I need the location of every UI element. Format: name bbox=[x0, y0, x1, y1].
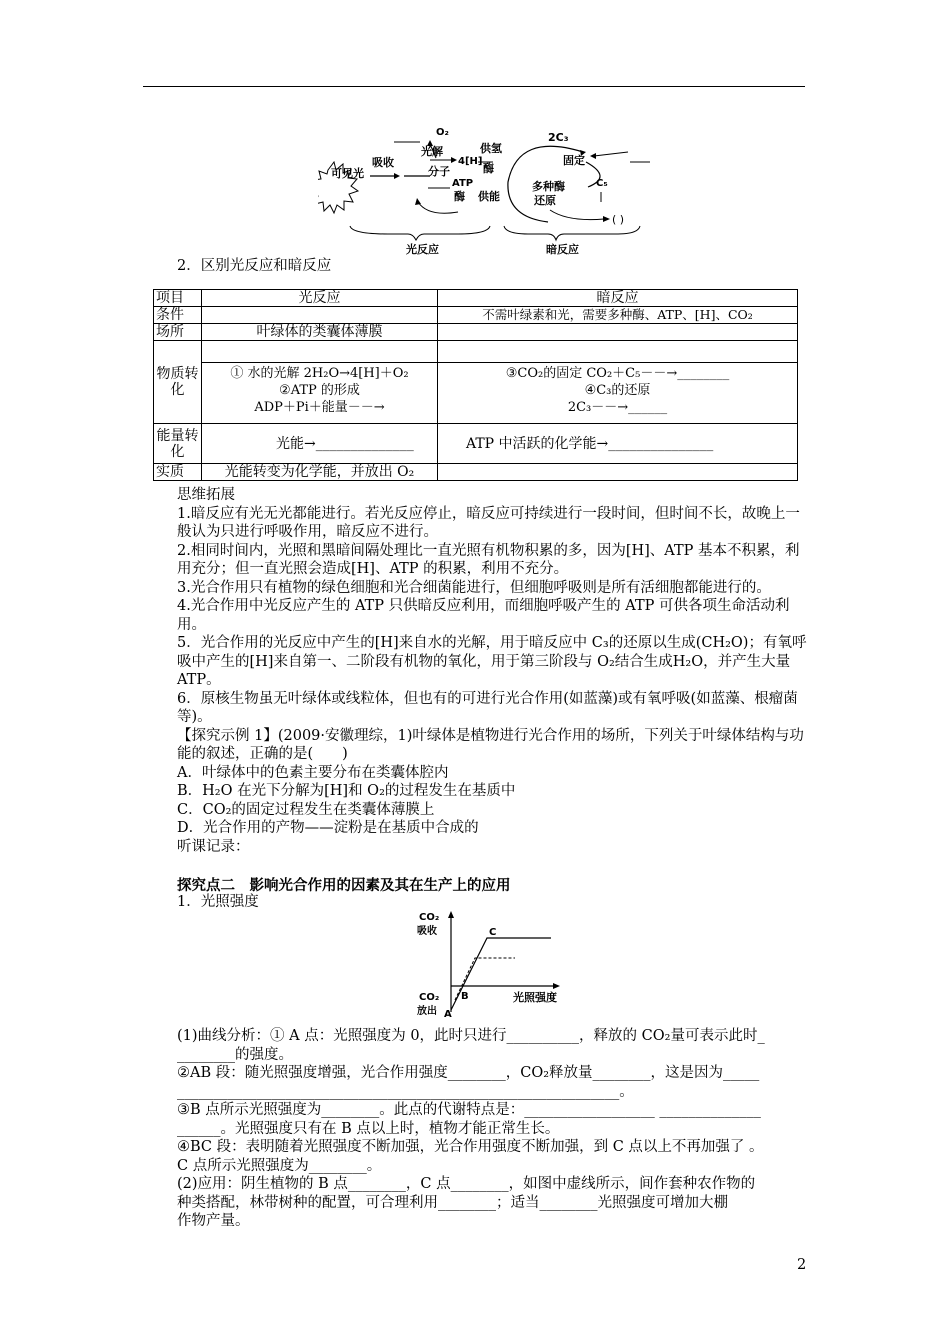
table-cell: 叶绿体的类囊体薄膜 bbox=[202, 324, 438, 341]
table-header: 暗反应 bbox=[438, 290, 798, 307]
option-b: B．H₂O 在光下分解为[H]和 O₂的过程发生在基质中 bbox=[177, 783, 516, 799]
table-cell: 条件 bbox=[154, 307, 202, 324]
c3-label: 2C₃ bbox=[548, 131, 569, 144]
o2-label: O₂ bbox=[436, 127, 449, 138]
point-b: B bbox=[461, 991, 469, 1002]
analysis-line: ④BC 段：表明随着光照强度不断加强，光合作用强度不断加强，到 C 点以上不再加强了 。 bbox=[177, 1139, 764, 1155]
option-d: D．光合作用的产物——淀粉是在基质中合成的 bbox=[177, 820, 479, 836]
enzyme-label-1: 酶 bbox=[483, 162, 494, 175]
h4-label: 4[H] bbox=[458, 156, 483, 167]
table-cell bbox=[202, 341, 438, 424]
table-cell bbox=[438, 324, 798, 341]
c5-label: C₅ bbox=[596, 178, 608, 189]
product-blank: ( ) bbox=[612, 213, 625, 226]
analysis-line: _____________________________________________________________。 bbox=[177, 1083, 634, 1100]
table-cell bbox=[202, 307, 438, 324]
light-reaction-matter bbox=[202, 363, 437, 418]
enzymes-label: 多种酶 bbox=[532, 180, 565, 193]
light-intensity-graph bbox=[415, 908, 575, 1020]
atp-equation: ADP＋Pi＋能量－－→ bbox=[254, 399, 385, 415]
c3-equation: 2C₃－－→______ bbox=[567, 399, 668, 415]
table-cell bbox=[438, 464, 798, 481]
table-cell: 光能→______________ bbox=[202, 424, 438, 464]
dark-reaction-matter bbox=[438, 363, 797, 418]
thinking-point: 6．原核生物虽无叶绿体或线粒体，但也有的可进行光合作用(如蓝藻)或有氧呼吸(如蓝藻、根瘤菌等)。 bbox=[177, 690, 798, 725]
table-cell: 不需叶绿素和光，需要多种酶、ATP、[H]、CO₂ bbox=[438, 307, 798, 324]
visible-light-label: 可见光 bbox=[331, 167, 364, 180]
enzyme-label-2: 酶 bbox=[454, 190, 465, 203]
page-number: 2 bbox=[797, 1257, 807, 1273]
table-cell bbox=[438, 341, 798, 424]
thinking-point: 4.光合作用中光反应产生的 ATP 只供暗反应利用，而细胞呼吸产生的 ATP 可供各项生命活动利用。 bbox=[177, 598, 790, 633]
analysis-line: (1)曲线分析：① A 点：光照强度为 0，此时只进行__________，释放的 CO₂量可表示此时_ bbox=[177, 1028, 765, 1044]
light-reaction-label: 光反应 bbox=[406, 243, 439, 256]
atp-formation: ②ATP 的形成 bbox=[279, 382, 360, 398]
thinking-point: 2.相同时间内，光照和黑暗间隔处理比一直光照有机物积累的多，因为[H]、ATP 基本不积累，利用充分；但一直光照会造成[H]、ATP 的积累，利用不充分。 bbox=[177, 542, 800, 577]
absorb-label: 吸收 bbox=[372, 156, 394, 169]
y-axis-bottom-label-1: CO₂ bbox=[419, 992, 440, 1003]
energy-supply-label: 供能 bbox=[478, 190, 500, 203]
section-two-sub: 1．光照强度 bbox=[177, 894, 259, 910]
dark-reaction-label: 暗反应 bbox=[546, 243, 579, 256]
table-header: 项目 bbox=[154, 290, 202, 307]
x-axis-label: 光照强度 bbox=[513, 991, 557, 1004]
y-axis-bottom-label-2: 放出 bbox=[417, 1006, 437, 1017]
co2-fixation: ③CO₂的固定 CO₂＋C₅－－→________ bbox=[505, 365, 730, 381]
analysis-line: ______。光照强度只有在 B 点以上时，植物才能正常生长。 bbox=[177, 1120, 560, 1137]
y-axis-top-label-2: 吸收 bbox=[417, 926, 437, 937]
table-cell: 能量转化 bbox=[154, 424, 202, 464]
analysis-line: ________的强度。 bbox=[177, 1046, 293, 1063]
section-two-title: 探究点二 影响光合作用的因素及其在生产上的应用 bbox=[177, 878, 511, 894]
header-rule bbox=[143, 86, 805, 87]
option-c: C．CO₂的固定过程发生在类囊体薄膜上 bbox=[177, 801, 435, 818]
thinking-point: 1.暗反应有光无光都能进行。若光反应停止，暗反应可持续进行一段时间，但时间不长，故晚上一般认为只进行呼吸作用，暗反应不进行。 bbox=[177, 505, 800, 540]
photolysis-label: 光解 bbox=[421, 145, 443, 158]
thinking-point: 5．光合作用的光反应中产生的[H]来自水的光解，用于暗反应中 C₃的还原以生成(CH₂O)；有氧呼吸中产生的[H]来自第一、二阶段有机物的氧化，用于第三阶段与 O₂结合生成H₂O，并产生大量 ATP。 bbox=[177, 635, 807, 688]
option-a: A．叶绿体中的色素主要分布在类囊体腔内 bbox=[177, 764, 449, 781]
photosynthesis-diagram bbox=[318, 122, 658, 257]
table-cell: 光能转变为化学能，并放出 O₂ bbox=[202, 464, 438, 481]
water-photolysis: ① 水的光解 2H₂O→4[H]＋O₂ bbox=[230, 365, 409, 381]
example-stem: 【探究示例 1】(2009·安徽理综，1)叶绿体是植物进行光合作用的场所，下列关于叶绿体结构与功能的叙述，正确的是( ) bbox=[177, 727, 804, 762]
table-cell: 场所 bbox=[154, 324, 202, 341]
row-label: 物质转化 bbox=[156, 366, 199, 398]
analysis-line: 作物产量。 bbox=[177, 1213, 250, 1229]
table-cell bbox=[154, 341, 202, 424]
point-c: C bbox=[489, 927, 497, 938]
table-cell: ATP 中活跃的化学能→_______________ bbox=[438, 424, 798, 464]
comparison-table bbox=[153, 289, 798, 481]
analysis-line: C 点所示光照强度为________。 bbox=[177, 1157, 382, 1174]
analysis-line: (2)应用：阴生植物的 B 点________，C 点________，如图中虚线所示，间作套种农作物的 bbox=[177, 1176, 756, 1192]
fixation-label: 固定 bbox=[563, 154, 585, 167]
y-axis-top-label-1: CO₂ bbox=[419, 912, 440, 923]
molecule-label: 分子 bbox=[428, 165, 450, 178]
thinking-title: 思维拓展 bbox=[177, 487, 235, 503]
section-2-title: 2．区别光反应和暗反应 bbox=[177, 258, 332, 274]
h-supply-label: 供氢 bbox=[480, 142, 502, 155]
thinking-section bbox=[177, 486, 807, 856]
point-a: A bbox=[444, 1009, 452, 1020]
analysis-line: ②AB 段：随光照强度增强，光合作用强度________，CO₂释放量________，这是因为_____ bbox=[177, 1065, 760, 1081]
analysis-line: ③B 点所示光照强度为________。此点的代谢特点是：__________________ ______________ bbox=[177, 1102, 761, 1118]
curve-analysis bbox=[177, 1027, 807, 1231]
table-header: 光反应 bbox=[202, 290, 438, 307]
atp-label: ATP bbox=[452, 178, 474, 189]
table-cell: 实质 bbox=[154, 464, 202, 481]
thinking-point: 3.光合作用只有植物的绿色细胞和光合细菌能进行，但细胞呼吸则是所有活细胞都能进行的。 bbox=[177, 579, 771, 596]
reduction-label: 还原 bbox=[534, 194, 556, 207]
notes-label: 听课记录： bbox=[177, 838, 250, 855]
analysis-line: 种类搭配，林带树种的配置，可合理利用________；适当________光照强度可增加大棚 bbox=[177, 1194, 728, 1211]
c3-reduction: ④C₃的还原 bbox=[584, 382, 651, 398]
